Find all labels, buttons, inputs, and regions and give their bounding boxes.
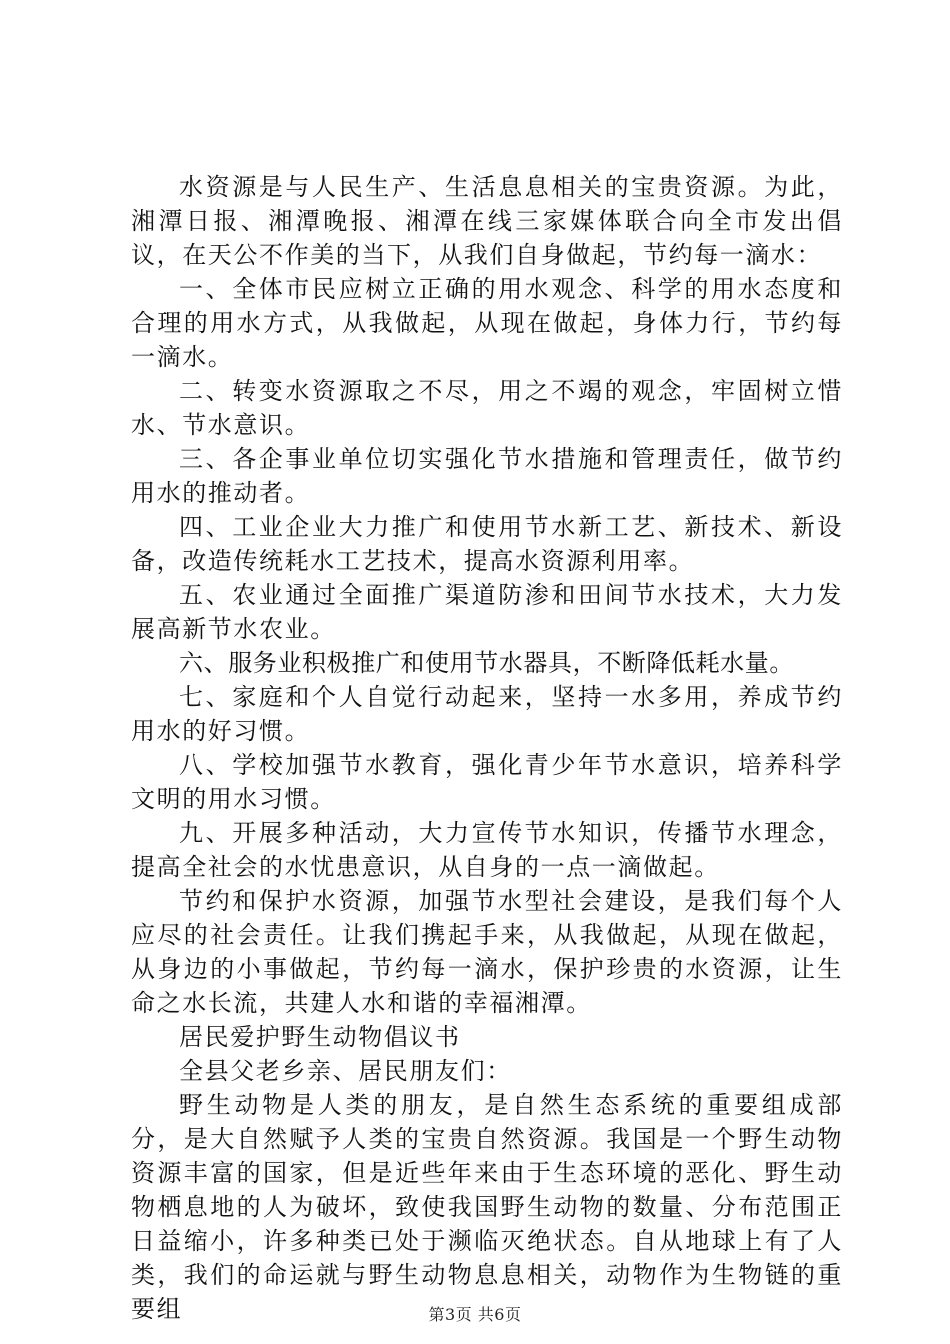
paragraph-item-2: 二、转变水资源取之不尽，用之不竭的观念，牢固树立惜水、节水意识。 <box>131 377 843 439</box>
paragraph-item-4: 四、工业企业大力推广和使用节水新工艺、新技术、新设备，改造传统耗水工艺技术，提高水资源利用率。 <box>131 513 843 575</box>
paragraph-intro: 水资源是与人民生产、生活息息相关的宝贵资源。为此，湘潭日报、湘潭晚报、湘潭在线三家媒体联合向全市发出倡议，在天公不作美的当下，从我们自身做起，节约每一滴水： <box>131 173 843 269</box>
paragraph-wildlife: 野生动物是人类的朋友，是自然生态系统的重要组成部分，是大自然赋予人类的宝贵自然资源。我国是一个野生动物资源丰富的国家，但是近些年来由于生态环境的恶化、野生动物栖息地的人为破坏，致使我国野生动物的数量、分布范围正日益缩小，许多种类已处于濒临灭绝状态。自从地球上有了人类，我们的命运就与野生动物息息相关，动物作为生物链的重要组 <box>131 1091 843 1323</box>
paragraph-closing: 节约和保护水资源，加强节水型社会建设，是我们每个人应尽的社会责任。让我们携起手来，从我做起，从现在做起，从身边的小事做起，节约每一滴水，保护珍贵的水资源，让生命之水长流，共建人水和谐的幸福湘潭。 <box>131 887 843 1017</box>
section-title: 居民爱护野生动物倡议书 <box>179 1023 461 1051</box>
page-number: 第3页 共6页 <box>428 1305 522 1324</box>
paragraph-item-7: 七、家庭和个人自觉行动起来，坚持一水多用，养成节约用水的好习惯。 <box>131 683 843 745</box>
document-body <box>131 170 843 1326</box>
paragraph-item-1: 一、全体市民应树立正确的用水观念、科学的用水态度和合理的用水方式，从我做起，从现在做起，身体力行，节约每一滴水。 <box>131 275 843 371</box>
paragraph-item-8: 八、学校加强节水教育，强化青少年节水意识，培养科学文明的用水习惯。 <box>131 751 843 813</box>
paragraph-item-5: 五、农业通过全面推广渠道防渗和田间节水技术，大力发展高新节水农业。 <box>131 581 843 643</box>
paragraph-item-6: 六、服务业积极推广和使用节水器具，不断降低耗水量。 <box>179 649 794 677</box>
salutation: 全县父老乡亲、居民朋友们： <box>179 1057 512 1085</box>
paragraph-item-9: 九、开展多种活动，大力宣传节水知识，传播节水理念，提高全社会的水忧患意识，从自身的一点一滴做起。 <box>131 819 843 881</box>
paragraph-item-3: 三、各企事业单位切实强化节水措施和管理责任，做节约用水的推动者。 <box>131 445 843 507</box>
